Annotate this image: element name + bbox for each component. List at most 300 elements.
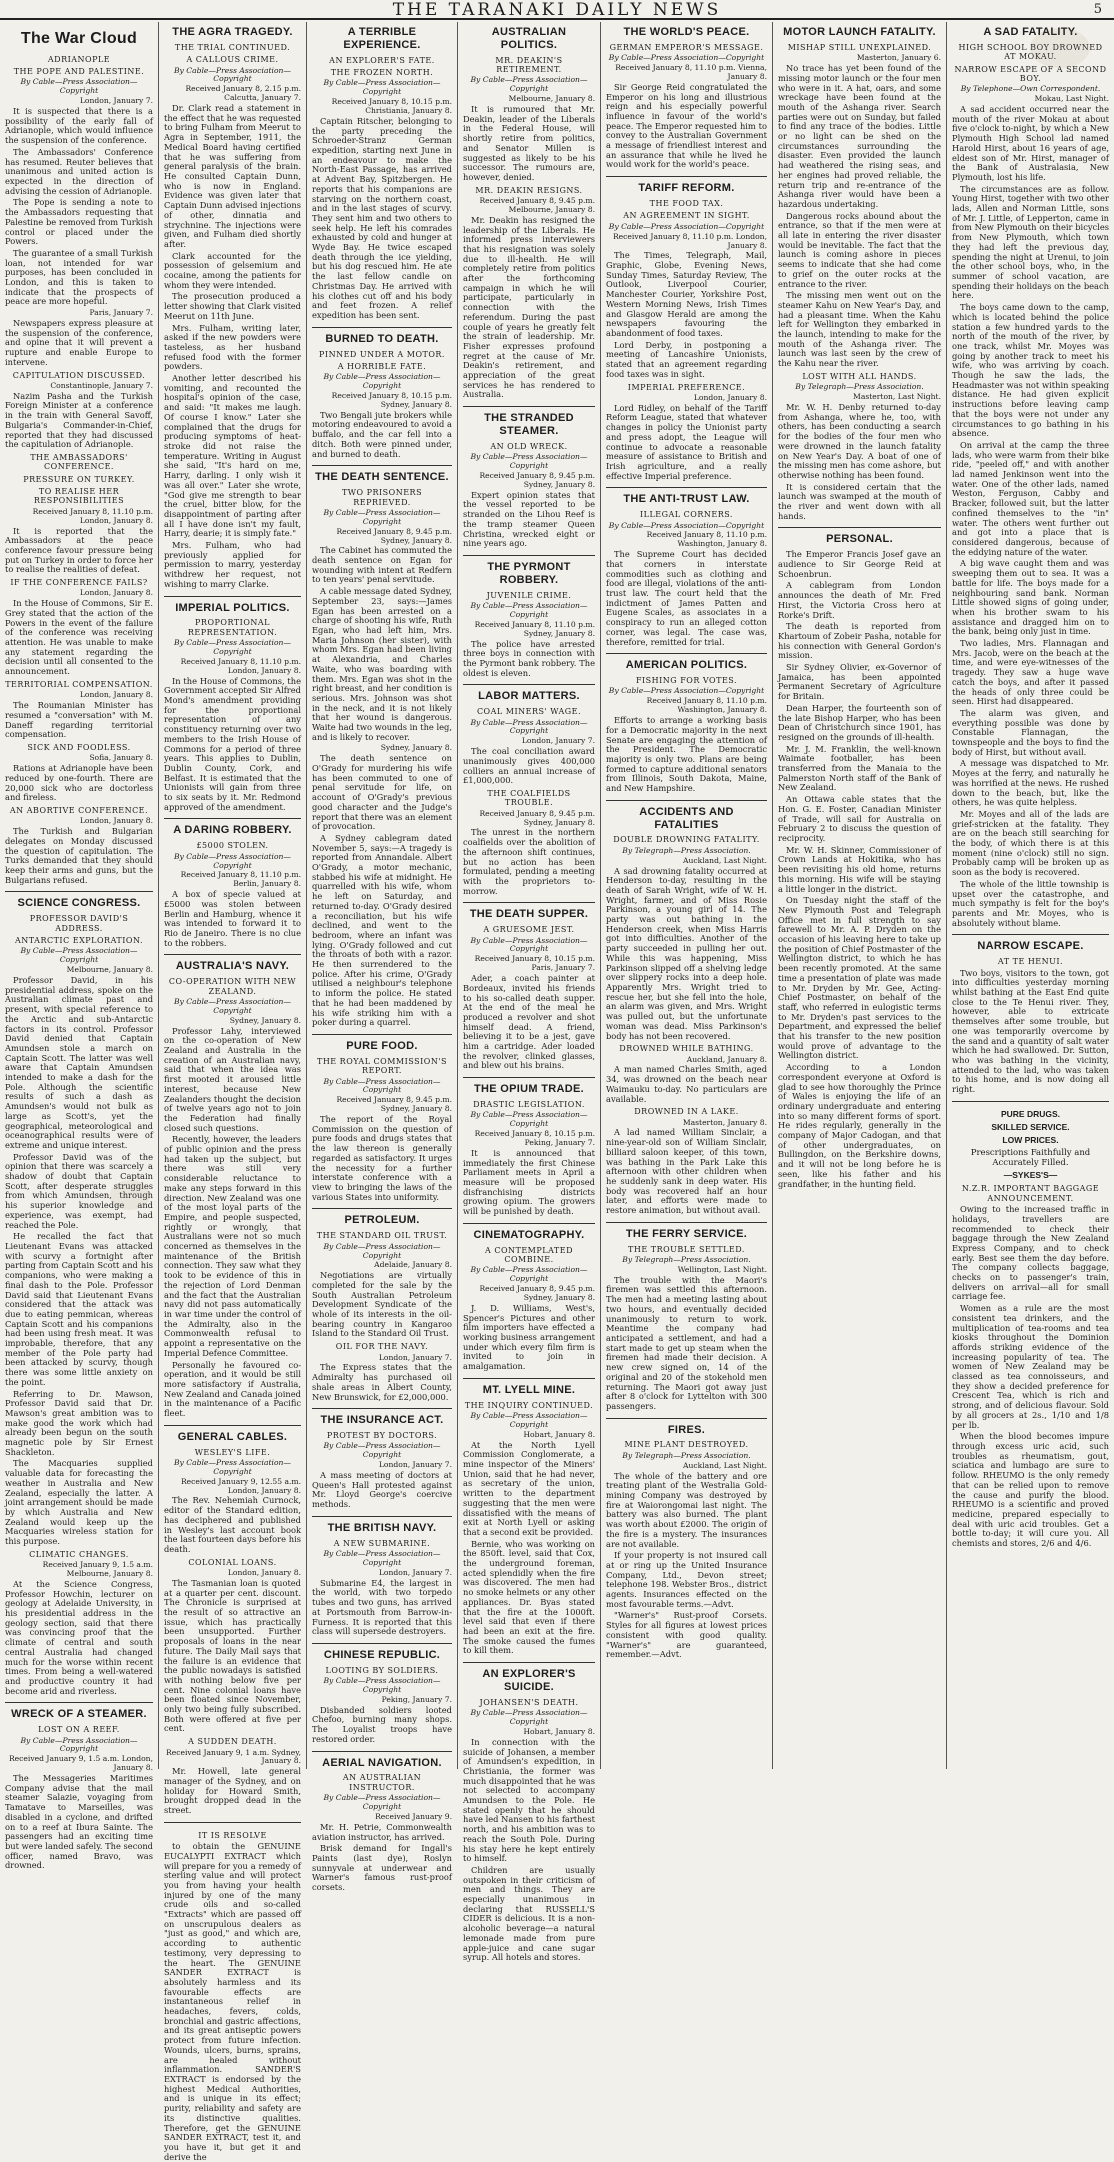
article-headline: THE OPIUM TRADE. (474, 1083, 584, 1096)
subheading: COAL MINERS' WAGE. (476, 707, 582, 717)
subheading: LOST WITH ALL HANDS. (802, 371, 917, 381)
article-headline: THE ANTI-TRUST LAW. (623, 493, 750, 506)
paragraph: The unrest in the northern coalfields over the abolition of the afternoon shift continues, but no action has been formulated, pending a meeting with the proprietors to-morrow. (463, 827, 595, 896)
cable-credit: By Telegraph—Press Association. (622, 845, 751, 855)
paragraph: Owing to the increased traffic in holidays, travellers are recommended to check their baggage through the New Zealand Express Company, and to check early. Best see them the day before. The company collects baggage, checks on to passenger's train, delivers on arrival—all for small carriage fee. (952, 1204, 1109, 1302)
subheading: TO REALISE HER RESPONSIBILITIES (33, 487, 125, 506)
paragraph: J. D. Williams, West's, Spencer's Pictures and other film importers have effected a working business arrangement under which every film firm is invited to join in amalgamation. (463, 1302, 595, 1372)
paragraph: The prosecution produced a letter showing that Clark visited Meerut on 11th June. (164, 291, 301, 321)
paragraph: The Turkish and Bulgarian delegates on Monday discussed the question of capitulation. The Turks demanded that they should keep their arms and guns, but the Bulgarians refused. (5, 826, 153, 885)
article-headline: THE PYRMONT ROBBERY. (487, 560, 571, 586)
cable-credit: By Cable—Press Association—Copyright (470, 75, 588, 94)
subheading: A GRUESOME JEST. (483, 925, 575, 935)
paragraph: The trouble with the Maori's firemen was settled this afternoon. The men had a meeting lasting about two hours, and eventually decided unanimously to return to work. Meantime the company had anticipated a settlement, and had a start made to get up steam when the firemen had made their decision. A new crew signed on, 14 of the original and 20 of the stokehold men returning. The Maori got away just after 8 o'clock for Lyttelton with 300 passengers. (606, 1274, 767, 1411)
subheading: MINE PLANT DESTROYED. (624, 1440, 749, 1450)
paragraph: Lord Ridley, on behalf of the Tariff Reform League, stated that whatever changes in policy the Unionist party and press adopt, the League will continue to advocate a reasonable measure of assistance to British and Irish agriculture, and a really effective Imperial preference. (606, 402, 767, 481)
article (606, 800, 767, 1216)
paragraph: Professor David was of the opinion that there was scarcely a shadow of doubt that Captain Scott, after desperate struggles from which Amundsen, through his superior knowledge and experience, was exempt, had reached the Pole. (5, 1151, 153, 1230)
paragraph: In the House of Commons, Sir E. Grey stated that the action of the Powers in the event of the failure of the conference was receiving attention. He was unable to make any statement regarding the decision until all consented to the announcement. (5, 598, 153, 677)
paragraph: If your property is not insured call at or ring up the United Insurance Company, Ltd., Devon street; telephone 198. Webster Bros., district agents. Insurances effected on the most favourable terms.—Advt. (606, 1550, 767, 1609)
cable-credit: By Cable—Press Association—Copyright (608, 520, 765, 530)
dateline: Received January 8, 9.45 p.m. Sydney, January 8. (479, 808, 595, 827)
subheading: DOUBLE DROWNING FATALITY. (613, 835, 760, 845)
article-headline: THE AGRA TRAGEDY. (172, 26, 293, 38)
article-headline: PETROLEUM. (344, 1214, 420, 1227)
subheading: JUVENILE CRIME. (486, 590, 572, 600)
paragraph: The Tasmanian loan is quoted at a quarter per cent. discount. The Chronicle is surprised at the result of so attractive an issue, which has practically been unsupported. Further proposals of loans in the near future. The Daily Mail says that the failure is an evidence that the public nowadays is satisfied with nothing below five per cent. Nine colonial loans have been floated since November, only two being fully subscribed. Both were offered at five per cent. (164, 1577, 301, 1734)
article (463, 1662, 595, 1963)
subheading: A SUDDEN DEATH. (188, 1737, 277, 1747)
cable-credit: By Cable—Press Association—Copyright (470, 1411, 588, 1429)
cable-credit: By Telegraph—Press Association. (795, 382, 924, 392)
article (5, 891, 153, 1696)
paragraph: The guarantee of a small Turkish loan, not intended for war purposes, has been concluded in London, and this is taken to indicate that the prospects of peace are more hopeful. (5, 247, 153, 307)
dateline: Received January 8, 10.15 p.m. Peking, January 7. (474, 1129, 595, 1147)
paragraph: Bernie, who was working on the 850ft. level, said that Cox, the underground foreman, acted splendidly when the fire was discovered. The men had no smoke helmets or any other appliances. Dr. Byas stated that the fire at the 1000ft. level said that even if there had been an exit at the fire. The smoke caused the fumes to kill them. (463, 1538, 595, 1656)
dateline: Received January 8, 11.10 p.m. London, January 8. (612, 231, 767, 250)
article-headline: LABOR MATTERS. (478, 690, 580, 703)
article (164, 1425, 301, 1816)
cable-credit: By Cable—Press Association—Copyright (470, 1110, 588, 1129)
subheading: CO-OPERATION WITH NEW ZEALAND. (168, 977, 297, 996)
subheading: PROPORTIONAL REPRESENTATION. (187, 618, 278, 637)
paragraph: Children are usually outspoken in their criticism of men and things. They are especially unanimous in declaring that RUSSELL'S CIDER is delicious. It is a non-alcoholic beverage—a natural lemonade made from pure apple-juice and cane sugar syrup. All hotels and stores. (463, 1864, 595, 1963)
subheading: AN AUSTRALIAN INSTRUCTOR. (342, 1773, 422, 1792)
subheading: AT TE HENUI. (997, 957, 1064, 967)
paragraph: Sir Sydney Olivier, ex-Governor of Jamaica, has been appointed Permanent Secretary of Agriculture for Britain. (778, 662, 941, 702)
paragraph: Expert opinion states that the vessel reported to be stranded on the Lihou Reef is the tramp steamer Queen Christina, wrecked eight or nine years ago. (463, 489, 595, 549)
dateline: Received January 9, 1 a.m. Sydney, January 8. (166, 1747, 301, 1766)
cable-credit: By Telephone—Own Correspondent. (960, 84, 1101, 94)
article (312, 1034, 452, 1202)
paragraph: Newspapers express pleasure at the suspension of the conference, and opine that it will prevent a rupture and enable Europe to intervene. (5, 318, 153, 367)
subheading: AN AGREEMENT IN SIGHT. (623, 211, 750, 221)
dateline: Received January 8, 11.10 p.m. London, January 8. (180, 656, 301, 675)
column-6 (772, 22, 946, 1769)
paragraph: When the blood becomes impure through excess uric acid, such troubles as rheumatism, gout, sciatica and lumbago are sure to follow. RHEUMO is the only remedy that can be relied upon to remove the cause and purify the blood. RHEUMO is a scientific and proved medicine, prepared especially to deal with uric acid troubles. Get a bottle to-day; it will cure you. All chemists and stores, 2/6 and 4/6. (952, 1431, 1109, 1549)
article (312, 1516, 452, 1637)
paragraph: The Cabinet has commuted the death sentence on Egan for wounding with intent at Redfern to ten years' penal servitude. (312, 545, 452, 585)
subheading: WESLEY'S LIFE. (194, 1447, 271, 1457)
article-headline: THE STRANDED STEAMER. (484, 412, 574, 438)
article-headline: PURE FOOD. (346, 1040, 418, 1052)
dateline: Masterton, Last Night. (853, 392, 941, 402)
subheading: THE STANDARD OIL TRUST. (316, 1231, 448, 1241)
ad-line: SKILLED SERVICE. (991, 1121, 1070, 1132)
cable-credit: By Cable—Press Association—Copyright (173, 996, 292, 1015)
subheading: OIL FOR THE NAVY. (335, 1342, 429, 1352)
cable-credit: By Cable—Press Association—Copyright (323, 1549, 441, 1567)
paragraph: The Times, Telegraph, Mail, Graphic, Globe, Evening News, Sunday Times, Saturday Review, The Outlook, Liverpool Courier, Manchester Courier, Yorkshire Post, Western Morning News, Irish Times and Glasgow Herald are among the newspapers favouring the abandonment of food taxes. (606, 250, 767, 338)
article (952, 934, 1109, 1094)
paragraph: At the Science Congress, Professor Howchin, lecturer on geology at Adelaide University, in his presidential address in the geology section, said that there was convincing proof that the climate of central and south central Australia had changed much for the worse within recent times. From being a well-watered and productive country it had become arid and riverless. (5, 1578, 153, 1696)
paragraph: It is announced that immediately the first Chinese Parliament meets in April a measure will be proposed disfranchising districts growing opium. The growers will be punished by death. (463, 1147, 595, 1217)
dateline: Auckland, Last Night. (683, 855, 767, 865)
column-2 (158, 22, 306, 2162)
subheading: TERRITORIAL COMPENSATION. (5, 679, 153, 689)
paragraph: Professor David, in his presidential address, spoke on the Australian climate past and present, with special reference to the Arctic and sub-Antarctic factors in its control. Professor David denied that Captain Amundsen stole a march on Captain Scott. The latter was well aware that Captain Amundsen intended to make a dash for the Pole. Although the scientific results of such a dash as Amundsen's would not bulk as large as Scott's, yet the geographical, meteorological and oceanographical results were of extreme and unique interest. (5, 975, 153, 1150)
dateline: Sydney, January 8. (380, 743, 452, 753)
subheading: THE TRIAL CONTINUED. (174, 42, 291, 52)
dateline: Received January 8, 9.45 p.m. Sydney, January 8. (479, 1284, 595, 1302)
article (164, 818, 301, 948)
cable-credit: By Cable—Press Association—Copyright (173, 851, 292, 870)
article (312, 327, 452, 460)
ad-line: Prescriptions Faithfully and Accurately Filled. (970, 1147, 1091, 1168)
paragraph: Personally he favoured co-operation, and it would be still more satisfactory if Australia, New Zealand and Canada joined in the maintenance of a Pacific fleet. (164, 1359, 301, 1419)
paragraph: The Macquaries supplied valuable data for forecasting the weather in Australia and New Zealand, especially the latter. A joint arrangement should be made by which Australia and New Zealand would keep up the Macquaries wireless station for this purpose. (5, 1458, 153, 1547)
paragraph: The Ambassadors' Conference has resumed. Reuter believes that unanimous and united action is expected in the direction of advising the cession of Adrianople. (5, 146, 153, 196)
paragraph: A sad accident occurred near the mouth of the river Mokau at about five o'clock to-night, by which a New Plymouth High School lad named Harold Hirst, about 16 years of age, eldest son of Mr. Hirst, manager of the Bank of Australasia, New Plymouth, lost his life. (952, 104, 1109, 182)
dateline: Hobart, January 8. (523, 1726, 595, 1736)
cable-credit: By Cable—Press Association—Copyright (323, 372, 441, 391)
article-headline: GENERAL CABLES. (177, 1430, 288, 1443)
article (312, 26, 452, 321)
article (952, 26, 1109, 928)
paragraph: The Messageries Maritimes Company advise that the mail steamer Salazie, voyaging from Tamatave to Marseilles, was disabled in a cyclone, and drifted on to a reef at Ibura Sainte. The passengers had an exciting time but were landed safely. The second officer, named Bravo, was drowned. (5, 1773, 153, 1871)
paragraph: Disbanded soldiers looted Chefoo, burning many shops. The Loyalist troops have restored order. (312, 1704, 452, 1744)
article-headline: THE DEATH SENTENCE. (315, 471, 449, 484)
paragraph: The police have arrested three boys in connection with the Pyrmont bank robbery. The oldest is eleven. (463, 638, 595, 678)
paragraph: Ader, a coach painter at Bordeaux, invited his friends to his so-called death supper. At the end of the meal he produced a revolver and shot himself dead. A friend, believing it to be a jest, gave him a cartridge. Ader loaded the revolver, clinked glasses, and blew out his brains. (463, 973, 595, 1071)
paragraph: It is rumoured that Mr. Deakin, leader of the Liberals in the Federal House, will shortly retire from politics, and Senator Millen is suggested as likely to be his successor. The rumours are, however, denied. (463, 104, 595, 182)
ad-line: —SYKES'S— (1003, 1170, 1058, 1181)
article-headline: A SAD FATALITY. (983, 26, 1078, 38)
cable-credit: By Cable—Press Association—Copyright (470, 935, 588, 954)
paragraph: "Warner's" Rust-proof Corsets. Styles for all figures at lowest prices consistent with good quality. "Warner's" are guaranteed, remember.—Advt. (606, 1610, 767, 1660)
subheading: HIGH SCHOOL BOY DROWNED AT MOKAU. (958, 42, 1103, 62)
article (606, 176, 767, 481)
cable-credit: By Cable—Press Association—Copyright (608, 686, 765, 696)
paragraph: A sad drowning fatality occurred at Henderson to-day, resulting in the death of Sarah Wright, wife of W. H. Wright, farmer, and of Miss Rosie Parkinson, a young girl of 14. The party was out bathing in the Henderson creek, when Miss Harris got into difficulties. Another of the party succeeded in pulling her out. While this was happening, Miss Parkinson slipped off a shelving ledge over slippery rocks into a deep hole. Apparently Mrs. Wright tried to rescue her, but she fell into the hole, an alarm was given, and Mrs. Wright was pulled out, but the unfortunate woman was dead. Miss Parkinson's body has not been recovered. (606, 865, 767, 1041)
article-headline: THE FERRY SERVICE. (625, 1227, 748, 1240)
subheading: THE POPE AND PALESTINE. (13, 67, 145, 77)
article (5, 1702, 153, 1871)
subheading: PRESSURE ON TURKEY. (23, 474, 135, 484)
dateline: Received January 8, 9.45 p.m. Sydney, January 8. (336, 526, 452, 545)
dateline: Auckland, January 8. (686, 1054, 767, 1064)
subheading: THE INQUIRY CONTINUED. (464, 1400, 594, 1410)
paragraph: Two Bengali jute brokers while motoring endeavoured to avoid a buffalo, and the car fell into a ditch. Both were pinned under, and burned to death. (312, 409, 452, 459)
paragraph: The coal conciliation award unanimously gives 400,000 colliers an annual increase of £1,000,000. (463, 746, 595, 786)
dateline: Received January 8, 2.15 p.m. Calcutta, January 7. (185, 84, 301, 103)
article-headline: PERSONAL. (826, 533, 893, 546)
dateline: Received January 9, 12.55 a.m. London, January 8. (180, 1476, 301, 1495)
paragraph: A cable message dated Sydney, September 23, says:—James Egan has been arrested on a charge of shooting his wife, Ruth Egan, who had left him, Mrs. Maria Johnson (her sister), with whom Mrs. Egan had been living at Alexandria, and Charles Waite, who was boarding with them. Mrs. Egan was shot in the right breast, and her condition is serious. Mrs. Johnson was shot in the neck, and it is not likely that her wound is dangerous. Waite had two wounds in the leg, and is likely to recover. (312, 586, 452, 742)
paragraph: Mrs. Fulham, writing later, asked if the new powders were tasteless, as her husband refused food with the former powders. (164, 322, 301, 372)
article (463, 406, 595, 549)
article-headline: CINEMATOGRAPHY. (473, 1228, 585, 1241)
dateline: Mokau, Last Night. (1034, 94, 1109, 104)
paragraph: Lord Derby, in postponing a meeting of Lancashire Unionists, stated that an agreement regarding food taxes was in sight. (606, 339, 767, 379)
paragraph: The boys came down to the camp, which is located behind the police station a few hundred yards to the north of the mouth of the river, by one track, whilst Mr. Moyes was going by another track to meet his wife, who was arriving by coach. Though he saw the lads, the Headmaster was not within speaking distance. He had given explicit instructions before leaving camp that the boys were not under any circumstances to go bathing in his absence. (952, 302, 1109, 439)
article-headline: MOTOR LAUNCH FATALITY. (783, 26, 936, 38)
paragraph: On Tuesday night the staff of the New Plymouth Post and Telegraph Office met in full strength to say farewell to Mr. A. P. Dryden on the occasion of his leaving here to take up the position of Chief Postmaster of the Wellington district, to which he has been recently promoted. At the same time a presentation of plate was made to Mr. Dryden by Mr. Gee, Acting-Chief Postmaster, on behalf of the staff, who referred in eulogistic terms to Mr. Dryden's past services to the Department, and expressed the belief that his transfer to the new position would prove of advantage to the Wellington district. (778, 895, 941, 1061)
article-headline: AERIAL NAVIGATION. (322, 1756, 442, 1769)
subheading: A CALLOUS CRIME. (186, 55, 279, 65)
dateline: Auckland, Last Night. (683, 1460, 767, 1470)
paragraph: It is suspected that there is a possibility of the early fall of Adrianople, which would influence the suspension of the conference. (5, 106, 153, 146)
paragraph: The missing men went out on the steamer Kahu on New Year's Day, and had a pleasant time. When the Kahu left for Wellington they embarked in the launch, intending to make for the mouth of the Ashanga river. The launch was last seen by the crew of the Kahu near the river. (778, 290, 941, 369)
paragraph: A lad named William Sinclair, a nine-year-old son of William Sinclair, billiard saloon keeper, of this town, was bathing in the Park Lake this afternoon with other children when he suddenly sank in deep water. His body was recovered half an hour later, and efforts were made to restore animation, but without avail. (606, 1127, 767, 1216)
paragraph: Women as a rule are the most consistent tea drinkers, and the multiplication of tea-rooms and tea kiosks throughout the Dominion affords striking evidence of the increasing popularity of tea. The women of New Zealand may be classed as tea connoisseurs, and they show a decided preference for Crescent Tea, which is rich and strong, and of delicious flavour. Sold by all grocers at 2s., 1/10 and 1/8 per lb. (952, 1303, 1109, 1430)
article (606, 1418, 767, 1660)
dateline: London, January 7. (378, 1567, 452, 1577)
subheading: DRASTIC LEGISLATION. (473, 1100, 585, 1109)
subheading: THE FOOD TAX. (649, 199, 724, 209)
dateline: London, January 7. (378, 1460, 452, 1470)
subheading: AN EXPLORER'S FATE. (329, 55, 435, 65)
subheading: FISHING FOR VOTES. (635, 676, 738, 686)
paragraph: The report of the Royal Commission on the question of pure foods and drugs states that the law thereon is generally regarded as satisfactory. It urges the necessity for a further interstate conference with a view to bringing the laws of the various States into uniformity. (312, 1114, 452, 1202)
paragraph: According to a London correspondent everyone at Oxford is glad to see how thoroughly the Prince of Wales is enjoying the life of an ordinary undergraduate and entering into so many different forms of sport. He rides regularly, generally in the company of Major Cadogan, and that of other undergraduates, on Bullingdon, on the Berkshire downs, and it will not be long before he is seen, like his father and his grandfather, in the hunting field. (778, 1062, 941, 1189)
article (606, 487, 767, 647)
article (606, 26, 767, 170)
subheading: DROWNED IN A LAKE. (634, 1107, 739, 1117)
dateline: London, January 8. (693, 392, 767, 402)
paragraph: Efforts to arrange a working basis for a Democratic majority in the next Senate are engaging the attention of the President. The Democratic majority is only two. Plans are being formed to capture additional senators from Illinois, South Dakota, Maine, and New Hampshire. (606, 715, 767, 794)
cable-credit: By Cable—Press Association—Copyright (608, 53, 765, 63)
subheading: PROTEST BY DOCTORS. (326, 1431, 438, 1441)
cable-credit: By Cable—Press Association—Copyright (470, 717, 588, 736)
article (463, 902, 595, 1071)
dateline: Hobart, January 8. (523, 1429, 595, 1439)
dateline: Wellington, Last Night. (677, 1264, 767, 1274)
article-headline: THE WORLD'S PEACE. (623, 26, 750, 38)
article (463, 1223, 595, 1372)
paragraph: The circumstances are as follow. Young Hirst, together with two other lads, Allen and Norman Little, sons of Mr. J. Little, of Lepperton, came in from New Plymouth on their bicycles from New Plymouth, which town they had left the previous day, spending the night at Urenui, to join the other school boys, who, in the summer of school vacation, are spending their holidays on the beach here. (952, 183, 1109, 301)
article (312, 1208, 452, 1402)
paragraph: A cablegram from London announces the death of Mr. Fred Hirst, the Victoria Cross hero at Rorke's Drift. (778, 580, 941, 620)
dateline: Received January 8, 9.45 p.m. Sydney, January 8. (336, 1095, 452, 1114)
dateline: Received January 8, 11.10 p.m. London, January 8. (32, 506, 153, 525)
subheading: N.Z.R. IMPORTANT BAGGAGE ANNOUNCEMENT. (961, 1184, 1100, 1203)
article-headline: WRECK OF A STEAMER. (11, 1708, 147, 1721)
dateline: London, January 8. (227, 1568, 301, 1578)
subheading: TWO PRISONERS REPRIEVED. (341, 488, 423, 507)
paragraph: An Ottawa cable states that the Hon. G. E. Foster, Canadian Minister of Trade, will sail for Australia on February 2 to discuss the question of reciprocity. (778, 794, 941, 843)
article-headline: ACCIDENTS AND FATALITIES (639, 805, 734, 831)
subheading: ADRIANOPLE (47, 54, 111, 64)
subheading: IMPERIAL PREFERENCE. (627, 382, 746, 392)
paragraph: At the North Lyell Commission Conglomerate, a mine inspector of the Miners' Union, said that he had never, as secretary of the union, written to the department suggesting that the men were dissatisfied with the means of exit at North Lyell or asking that a second exit be provided. (463, 1439, 595, 1537)
subheading: A NEW SUBMARINE. (333, 1538, 431, 1548)
article-headline: AUSTRALIA'S NAVY. (175, 960, 290, 973)
cable-credit: By Cable—Press Association—Copyright (323, 78, 441, 97)
dateline: London, January 8. (79, 690, 153, 700)
subheading: AN ABORTIVE CONFERENCE. (9, 805, 149, 815)
dateline: Paris, January 7. (89, 308, 153, 318)
article (463, 555, 595, 678)
article-headline: CHINESE REPUBLIC. (323, 1648, 441, 1661)
article-headline: AN EXPLORER'S SUICIDE. (482, 1668, 576, 1693)
paragraph: The whole of the little township is upset over the catastrophe, and much sympathy is felt for the boy's parents and Mr. Moyes, who is absolutely without blame. (952, 878, 1109, 928)
dateline: Received January 8, 9.45 p.m. Melbourne, January 8. (479, 196, 595, 214)
dateline: Adelaide, January 8. (374, 1260, 452, 1270)
paragraph: It is considered certain that the launch was swamped at the mouth of the river and went down with all hands. (778, 481, 941, 521)
paragraph: The whole of the battery and ore treating plant of the Westralia Gold-mining Company was destroyed by fire at Waiorongomai last night. The battery was also burned. The plant was worth about £2000. The origin of the fire is a mystery. The insurances are not available. (606, 1470, 767, 1549)
paragraph: The alarm was given, and everything possible was done by Constable Flannagan, the townspeople and the boys to find the body of Hirst, but without avail. (952, 707, 1109, 757)
paragraph: Two boys, visitors to the town, got into difficulties yesterday morning whilst bathing at the East End quite close to the Te Henui river. They, however, able to extricate themselves after some trouble, but one was temporarily overcome by the sand and a quantity of salt water which he had swallowed. Dr. Sutton, who was bathing in the vicinity, attended to the lad, who was taken to his home, and is now doing all right. (952, 967, 1109, 1095)
dateline: Masterton, January 6. (856, 53, 941, 63)
article-headline: TARIFF REFORM. (638, 182, 735, 195)
article (606, 1222, 767, 1412)
paragraph: A Sydney cablegram dated November 5, says:—A tragedy is reported from Annandale. Albert O'Grady, a motor mechanic, stabbed his wife at midnight. He quarrelled with his wife, whom he left on Saturday, and returned to-day. O'Grady desired a reconciliation, but his wife declined, and went to the bedroom, where an infant was lying. O'Grady followed and cut the throats of both with a razor. He then surrendered to the police. After his crime, O'Grady utilised a neighbour's telephone to inform the police. He stated that he had been maddened by his wife striking him with a poker during a quarrel. (312, 832, 452, 1028)
subheading: ILLEGAL CORNERS. (640, 510, 733, 520)
article (606, 653, 767, 793)
subheading: IF THE CONFERENCE FAILS? (10, 578, 148, 588)
paragraph: He recalled the fact that Lieutenant Evans was attacked with scurvy a fortnight after parting from Captain Scott and his companions, who were making a final dash to the Pole. Professor David said that Lieutenant Evans considered that the attack was due to eating pemmican, whereas Captain Scott and his companions had been using fresh meat. It was improbable, therefore, that any member of the Pole party had been attacked by scurvy, though there was some little anxiety on the point. (5, 1231, 153, 1387)
cable-credit: By Cable—Press Association—Copyright (20, 77, 138, 96)
paragraph: It is reported that the Ambassadors at the peace conference favour pressure being put on Turkey in order to force her to realise the realities of defeat. (5, 525, 153, 575)
subheading: THE COALFIELDS TROUBLE. (487, 789, 571, 808)
paragraph: Sir George Reid congratulated the Emperor on his long and illustrious reign and his especially powerful influence in favour of the world's peace. The Emperor requested him to convey to the Australian Government a message of friendliest interest and an assurance that while he lived he would work for the world's peace. (606, 81, 767, 170)
cable-credit: By Cable—Press Association—Copyright (470, 1265, 588, 1284)
article-headline: FIRES. (667, 1423, 706, 1436)
paragraph: Two ladies, Mrs. Flannagan and Mrs. Jacob, were on the beach at the time, and were eye-witnesses of the tragedy. They saw a huge wave catch the boys, and after it passed the heads of only three could be seen. Hirst had disappeared. (952, 638, 1109, 707)
paragraph: Mr. Moyes and all of the lads are grief-stricken at the fatality. They are on the beach still searching for the body, of which there is at this moment (nine o'clock) still no sign. Probably camp will be broken up as soon as the body is recovered. (952, 808, 1109, 878)
article (312, 1751, 452, 1893)
paragraph: Mr. J. M. Franklin, the well-known Waimate footballer, has been transferred from the Manaia to the Palmerston North staff of the Bank of New Zealand. (778, 743, 941, 793)
paragraph: A message was dispatched to Mr. Moyes at the ferry, and naturally he was horrified at the news. He rushed down to the beach, but, like the others, he was quite helpless. (952, 758, 1109, 808)
paragraph: Negotiations are virtually completed for the sale by the South Australian Petroleum Development Syndicate of the whole of its interests in the oil-bearing country in Kangaroo Island to the Standard Oil Trust. (312, 1270, 452, 1339)
article-headline: THE DEATH SUPPER. (469, 908, 589, 921)
cable-credit: By Cable—Press Association—Copyright (323, 1793, 441, 1812)
paragraph: A mass meeting of doctors at Queen's Hall protested against Mr. Lloyd George's coercive methods. (312, 1470, 452, 1510)
paragraph: Submarine E4, the largest in the world, with two torpedo tubes and two guns, has arrived at Portsmouth from Barrow-in-Furness. It is reported that this class will supersede destroyers. (312, 1577, 452, 1637)
column-4 (457, 22, 600, 1963)
paragraph: The Supreme Court has decided that corners in interstate commodities such as clothing and food are illegal, violations of the anti-trust law. The court held that the indictment of James Patten and Eugene Scales, as associates in a conspiracy to run an alleged cotton corner, was legal. The case was, therefore, remitted for trial. (606, 549, 767, 647)
paragraph: A box of specie valued at £5000 was stolen between Berlin and Hamburg, whence it was intended to forward it to Rio de Janeiro. There is no clue to the robbers. (164, 889, 301, 948)
cable-credit: By Cable—Press Association—Copyright (323, 507, 441, 526)
paragraph: The Pope is sending a note to the Ambassadors requesting that Palestine be removed from Turkish control or placed under the Powers. (5, 197, 153, 247)
subheading: SICK AND FOODLESS. (27, 742, 131, 752)
dateline: Received January 9. (375, 1811, 452, 1821)
cable-credit: By Cable—Press Association—Copyright (608, 221, 765, 231)
article-headline: NARROW ESCAPE. (977, 940, 1084, 953)
newspaper-title: THE TARANAKI DAILY NEWS (392, 0, 722, 20)
article (312, 1408, 452, 1510)
subheading: COLONIAL LOANS. (188, 1557, 277, 1567)
cable-credit: By Cable—Press Association—Copyright (173, 1457, 292, 1476)
ad-line: PURE DRUGS. (1000, 1108, 1061, 1119)
paragraph: Mr. Howell, late general manager of the Sydney, and on holiday for Howard Smith, brought dropped dead in the street. (164, 1766, 301, 1816)
subheading: AN OLD WRECK. (490, 441, 568, 451)
paragraph: A man named Charles Smith, aged 34, was drowned on the beach near Waimauku to-day. No particulars are available. (606, 1064, 767, 1104)
dateline: London, January 7. (378, 1352, 452, 1362)
dateline: Sofia, January 8. (89, 753, 153, 763)
paragraph: Mr. W. H. Skinner, Commissioner of Crown Lands at Hokitika, who has been revisiting his old home, returns this morning. His wife will be staying a little longer in the district. (778, 844, 941, 894)
cable-credit: By Telegraph—Press Association. (622, 1255, 751, 1265)
cable-credit: By Cable—Press Association—Copyright (173, 638, 292, 656)
paragraph: The Emperor Francis Josef gave an audience to Sir George Reid at Schoenbrun. (778, 549, 941, 579)
subheading: MR. DEAKIN'S RETIREMENT. (495, 55, 563, 75)
subheading: IT IS RESOLVE (198, 1830, 267, 1840)
article-headline: BURNED TO DEATH. (325, 332, 439, 345)
dateline: Received January 8, 10.15 p.m. Sydney, January 8. (331, 391, 452, 409)
masthead (0, 0, 1114, 20)
advertisement (952, 1101, 1109, 1549)
dateline: Sydney, January 8. (229, 1015, 301, 1025)
article (164, 1822, 301, 2162)
column-1 (0, 22, 158, 1871)
article (463, 26, 595, 400)
subheading: ANTARCTIC EXPLORATION. (15, 936, 143, 946)
cable-credit: By Cable—Press Association—Copyright (20, 1735, 138, 1754)
paragraph: Referring to Dr. Mawson, Professor David said that Dr. Mawson's great ambition was to make good the work which had already been begun on the south magnetic pole by Sir Ernest Shackleton. (5, 1388, 153, 1457)
paragraph: Dangerous rocks abound about the entrance, so that if the men were at all late in entering the river disaster would be inevitable. The fact that the launch is coming ashore in pieces seems to indicate that she had come to grief on the outer rocks at the entrance to the river. (778, 210, 941, 289)
subheading: A HORRIBLE FATE. (337, 361, 427, 371)
subheading: THE AMBASSADORS' CONFERENCE. (30, 452, 128, 472)
paragraph: Recently, however, the leaders of public opinion and the press had taken up the subject, but there was still very considerable reluctance to make any steps forward in this direction. New Zealand was one of the most loyal parts of the Empire, and people suspected, rightly or wrongly, that Australians were not so much concerned as themselves in the maintenance of the British connection. They saw what they took to be evidence of this in the rejection of Lord Denman and the fact that the Australian navy did not pass automatically in war time under the control of the Admiralty, also in the Commonwealth refusal to appoint a representative on the Imperial Defence Committee. (164, 1134, 301, 1358)
article (463, 1378, 595, 1656)
subheading: NARROW ESCAPE OF A SECOND BOY. (954, 64, 1107, 83)
dateline: Melbourne, January 8. (508, 94, 595, 104)
subheading: CAPITULATION DISCUSSED. (12, 370, 146, 380)
paragraph: Rations at Adrianople have been reduced by one-fourth. There are 20,000 sick who are doctorless and fireless. (5, 763, 153, 803)
paragraph: Mrs. Fulham, who had previously applied for permission to marry, yesterday withdrew her request, not wishing to marry Clarke. (164, 540, 301, 589)
paragraph: In connection with the suicide of Johansen, a member of Amundsen's expedition, in Christiania, the former was much disappointed that he was not selected to accompany Amundsen to the Pole. He stated openly that he should have led Nansen to his farthest north, and his ambition was to reach the South Pole. During his stay here he kept entirely to himself. (463, 1736, 595, 1864)
cable-credit: By Cable—Press Association—Copyright (470, 601, 588, 619)
dateline: London, January 8. (79, 816, 153, 826)
paragraph: Dean Harper, the fourteenth son of the late Bishop Harper, who has been Dean of Christchurch since 1901, has resigned on the grounds of ill-health. (778, 702, 941, 742)
cable-credit: By Telegraph—Press Association. (622, 1450, 751, 1460)
dateline: Received January 8, 10.15 p.m. Christiania, January 8. (331, 97, 452, 116)
cable-credit: By Cable—Press Association—Copyright (173, 65, 292, 84)
article-headline: THE BRITISH NAVY. (327, 1521, 437, 1534)
paragraph: Brisk demand for Ingall's Paints (last dye), Roslyn sunnyvale at underwear and Warner's famous rust-proof corsets. (312, 1843, 452, 1893)
newspaper-columns (0, 22, 1114, 2162)
article-headline: IMPERIAL POLITICS. (175, 601, 290, 614)
subheading: PROFESSOR DAVID'S ADDRESS. (29, 914, 129, 933)
subheading: THE TROUBLE SETTLED. (628, 1244, 745, 1254)
article-headline: The War Cloud (20, 30, 138, 47)
column-7 (946, 22, 1114, 1769)
paragraph: No trace has yet been found of the missing motor launch or the four men who were in it. A hat, oars, and some wreckage have been found at the mouth of the Ashanga river. Search parties were out on Sunday, but failed to find any trace of the bodies. Little or no light can be shed on the circumstances surrounding the disaster. Even provided the launch had weathered the rising seas, and her engines had proved reliable, the return trip and re-entrance of the Ashanga river would have been a hazardous undertaking. (778, 63, 941, 209)
article-headline: THE INSURANCE ACT. (320, 1414, 444, 1427)
paragraph: Captain Ritscher, belonging to the party preceding the Schroeder-Stranz German expedition, starting next June in an endeavour to make the North-East Passage, has arrived at Advent Bay, Spitzbergen. He reports that his companions are starving on the northern coast, and in the last stages of scurvy. They sent him and two others to seek help. He left his comrades exhausted by cold and hunger at Wyde Bay. He twice escaped death through the ice yielding, but his dog rescued him. He ate the last fellow candle on Christmas Day. He arrived with his clothes cut off and his body and feet frozen. A relief expedition has been sent. (312, 115, 452, 320)
ad-line: LOW PRICES. (1002, 1134, 1059, 1145)
dateline: Received January 8, 11.10 p.m. Vienna, January 8. (615, 63, 767, 81)
article-headline: SCIENCE CONGRESS. (17, 897, 141, 910)
dateline: Masterton, January 8. (682, 1117, 767, 1127)
paragraph: The death is reported from Khartoum of Zobeir Pasha, notable for his connection with General Gordon's mission. (778, 621, 941, 661)
article-headline: A DARING ROBBERY. (173, 824, 292, 837)
subheading: MISHAP STILL UNEXPLAINED. (787, 42, 932, 52)
paragraph: On arrival at the camp the three lads, who were warm from their bike ride, "peeled off," and with another lad named Jenkinson went into the water. One of the other lads, named Weston, Ferguson, Cabby and Bracker, followed suit, but the latter confined themselves to the "in" water. The others went further out and got into a place that is considered dangerous, because of the eddying nature of the water. (952, 439, 1109, 557)
paragraph: Mr. H. Petrie, Commonwealth aviation instructor, has arrived. (312, 1821, 452, 1842)
article (5, 30, 153, 885)
article (463, 1077, 595, 1217)
dateline: Received January 8, 11.10 p.m. Washington, January 8. (646, 530, 767, 549)
page-number: 5 (1093, 2, 1102, 17)
cable-credit: By Cable—Press Association—Copyright (323, 1241, 441, 1260)
paragraph: Nazim Pasha and the Turkish Foreign Minister at a conference in the train with General Savoff, Bulgaria's Commander-in-Chief, reported that they had discussed the capitulation of Adrianople. (5, 390, 153, 450)
article (164, 26, 301, 590)
cable-credit: By Cable—Press Association—Copyright (470, 1708, 588, 1727)
dateline: Received January 9, 1.5 a.m. Melbourne, January 8. (42, 1560, 153, 1579)
dateline: London, January 7. (521, 736, 595, 746)
dateline: London, January 8. (79, 588, 153, 598)
subheading: DROWNED WHILE BATHING. (619, 1044, 754, 1054)
paragraph: Mr. W. H. Denby returned to-day from Ashanga, where he, too, with others, has been conducting a search for the bodies of the four men who were drowned in the launch fatality on New Year's Day. A boat of one of the missing men has come ashore, but otherwise nothing has been found. (778, 402, 941, 480)
cable-credit: By Cable—Press Association—Copyright (323, 1441, 441, 1460)
paragraph: to obtain the GENUINE EUCALYPTI EXTRACT which will prepare for you a remedy of sterling value and will protect you from having your health injured by one of the many crude oils and so-called "Extracts" which are passed off on unscrupulous dealers as "just as good," and which are, according to authentic testimony, very depressing to the heart. The GENUINE SANDER EXTRACT is absolutely harmless and its favourable effects are instantaneous relief in headaches, fevers, colds, bronchial and gastric affections, and its great antiseptic powers protect from future infection. Wounds, ulcers, burns, sprains, are healed without inflammation. SANDER'S EXTRACT is endorsed by the highest Medical Authorities, and is unique in its effect; purity, reliability and safety are its distinctive qualities. Therefore, get the GENUINE SANDER EXTRACT, test it, and you have it, but get it and derive the (164, 1841, 301, 2162)
dateline: Melbourne, January 8. (66, 965, 153, 975)
subheading: GERMAN EMPEROR'S MESSAGE. (609, 42, 764, 52)
article (312, 465, 452, 1028)
dateline: Peking, January 7. (381, 1694, 452, 1704)
